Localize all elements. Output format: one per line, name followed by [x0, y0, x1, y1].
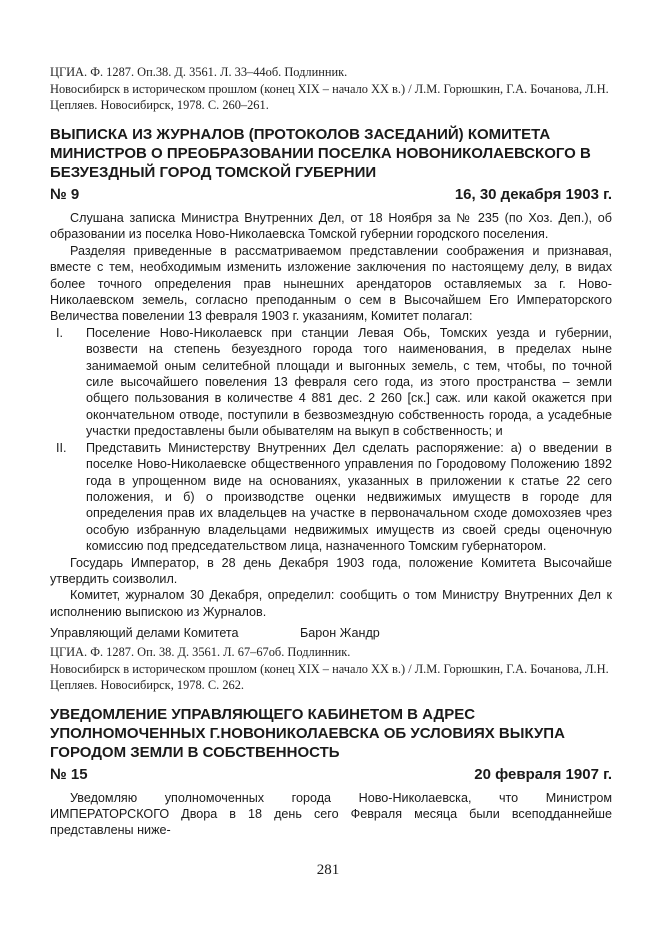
document-body-2 — [50, 790, 612, 839]
document-page — [50, 64, 612, 839]
paragraph: Разделяя приведенные в рассматриваемом представлении соображения и признавая, вместе с тем, необходимым изменить изложение заключения по настоящему делу, в видах более точного определения прав нынешних арендаторов оставляемых за г. Ново-Николаевском земель, согласно преподанным о сем в Высочайшем Его Императорского Величества повелении 13 февраля 1903 г. указаниям, Комитет полагал: — [50, 243, 612, 324]
document-number-1: № 9 — [50, 186, 80, 203]
archive-source-2: ЦГИА. Ф. 1287. Оп. 38. Д. 3561. Л. 67–67об. Подлинник. — [50, 644, 351, 659]
archive-source-1: ЦГИА. Ф. 1287. Оп.38. Д. 3561. Л. 33–44об. Подлинник. — [50, 65, 348, 79]
document-date-1: 16, 30 декабря 1903 г. — [454, 186, 612, 203]
document-title-1: ВЫПИСКА ИЗ ЖУРНАЛОВ (ПРОТОКОЛОВ ЗАСЕДАНИЙ) КОМИТЕТА МИНИСТРОВ О ПРЕОБРАЗОВАНИИ ПОСЕЛКА НОВОНИКОЛАЕВСКОГО В БЕЗУЕЗДНЫЙ ГОРОД ТОМСКОЙ ГУБЕРНИИ — [50, 126, 591, 181]
list-item — [50, 325, 612, 440]
publication-reference-2: Новосибирск в историческом прошлом (конец XIX – начало XX в.) / Л.М. Горюшкин, Г.А. Бочанова, Л.Н. Цепляев. Новосибирск, 1978. С. 262. — [50, 661, 609, 692]
publication-reference-1: Новосибирск в историческом прошлом (конец XIX – начало XX в.) / Л.М. Горюшкин, Г.А. Бочанова, Л.Н. Цепляев. Новосибирск, 1978. С. 260–261. — [50, 82, 609, 112]
paragraph: Уведомляю уполномоченных города Ново-Николаевска, что Министром ИМПЕРАТОРСКОГО Двора в 18 день сего Февраля месяца были всеподданнейше представлены ниже- — [50, 790, 612, 838]
signature-line — [50, 625, 612, 641]
document-title-2: УВЕДОМЛЕНИЕ УПРАВЛЯЮЩЕГО КАБИНЕТОМ В АДРЕС УПОЛНОМОЧЕННЫХ Г.НОВОНИКОЛАЕВСКА ОБ УСЛОВИЯХ ВЫКУПА ГОРОДОМ ЗЕМЛИ В СОБСТВЕННОСТЬ — [50, 705, 565, 761]
list-item-text: Поселение Ново-Николаевск при станции Левая Обь, Томских уезда и губернии, возвести на степень безуездного города того наименования, в пределах ныне занимаемой оным селитебной площади и выгонных земель, с тем, чтобы, по точной силе высочайшего повеления 13 февраля сего года, из этого пространства – земли общего пользования в количестве 4 881 дес. 2 260 [ск.] саж. или какой окажется при окончательном отводе, поступили в безвозмездную собственность города, а усадебные участки предоставлены были обывателям на выкуп в собственность; и — [86, 325, 612, 439]
document-date-2: 20 февраля 1907 г. — [474, 765, 612, 783]
paragraph: Государь Император, в 28 день Декабря 1903 года, положение Комитета Высочайше утвердить соизволил. — [50, 555, 612, 586]
paragraph: Комитет, журналом 30 Декабря, определил: сообщить о том Министру Внутренних Дел к исполнению выпискою из Журналов. — [50, 588, 612, 619]
document-number-line-2 — [50, 765, 612, 784]
document-number-2: № 15 — [50, 765, 88, 783]
document-number-line-1 — [50, 185, 612, 204]
list-item-text: Представить Министерству Внутренних Дел сделать распоряжение: а) о введении в поселке Ново-Николаевске общественного управления по Городовому Положению 1892 года в упрощенном виде на основаниях, указанных в приложении к статье 22 сего положения, и б) о производстве оценки недвижимых имуществ в городе для определения прав их владельцев на участке в первоначальном сходе домохозяев чрез особую избранную владельцами недвижимых имуществ из своей среды оценочную комиссию под председательством лица, назначенного Томским губернатором. — [86, 440, 612, 554]
paragraph: Слушана записка Министра Внутренних Дел, от 18 Ноября за № 235 (по Хоз. Деп.), об образовании из поселка Ново-Николаевска Томской губернии городского поселения. — [50, 211, 612, 242]
document-body-1 — [50, 210, 612, 620]
list-item-marker: I. — [56, 325, 63, 340]
list-item — [50, 440, 612, 555]
list-item-marker: II. — [56, 440, 67, 455]
signatory-name: Барон Жандр — [300, 626, 380, 641]
signatory-role: Управляющий делами Комитета — [50, 626, 239, 641]
page-number: 281 — [316, 862, 340, 878]
